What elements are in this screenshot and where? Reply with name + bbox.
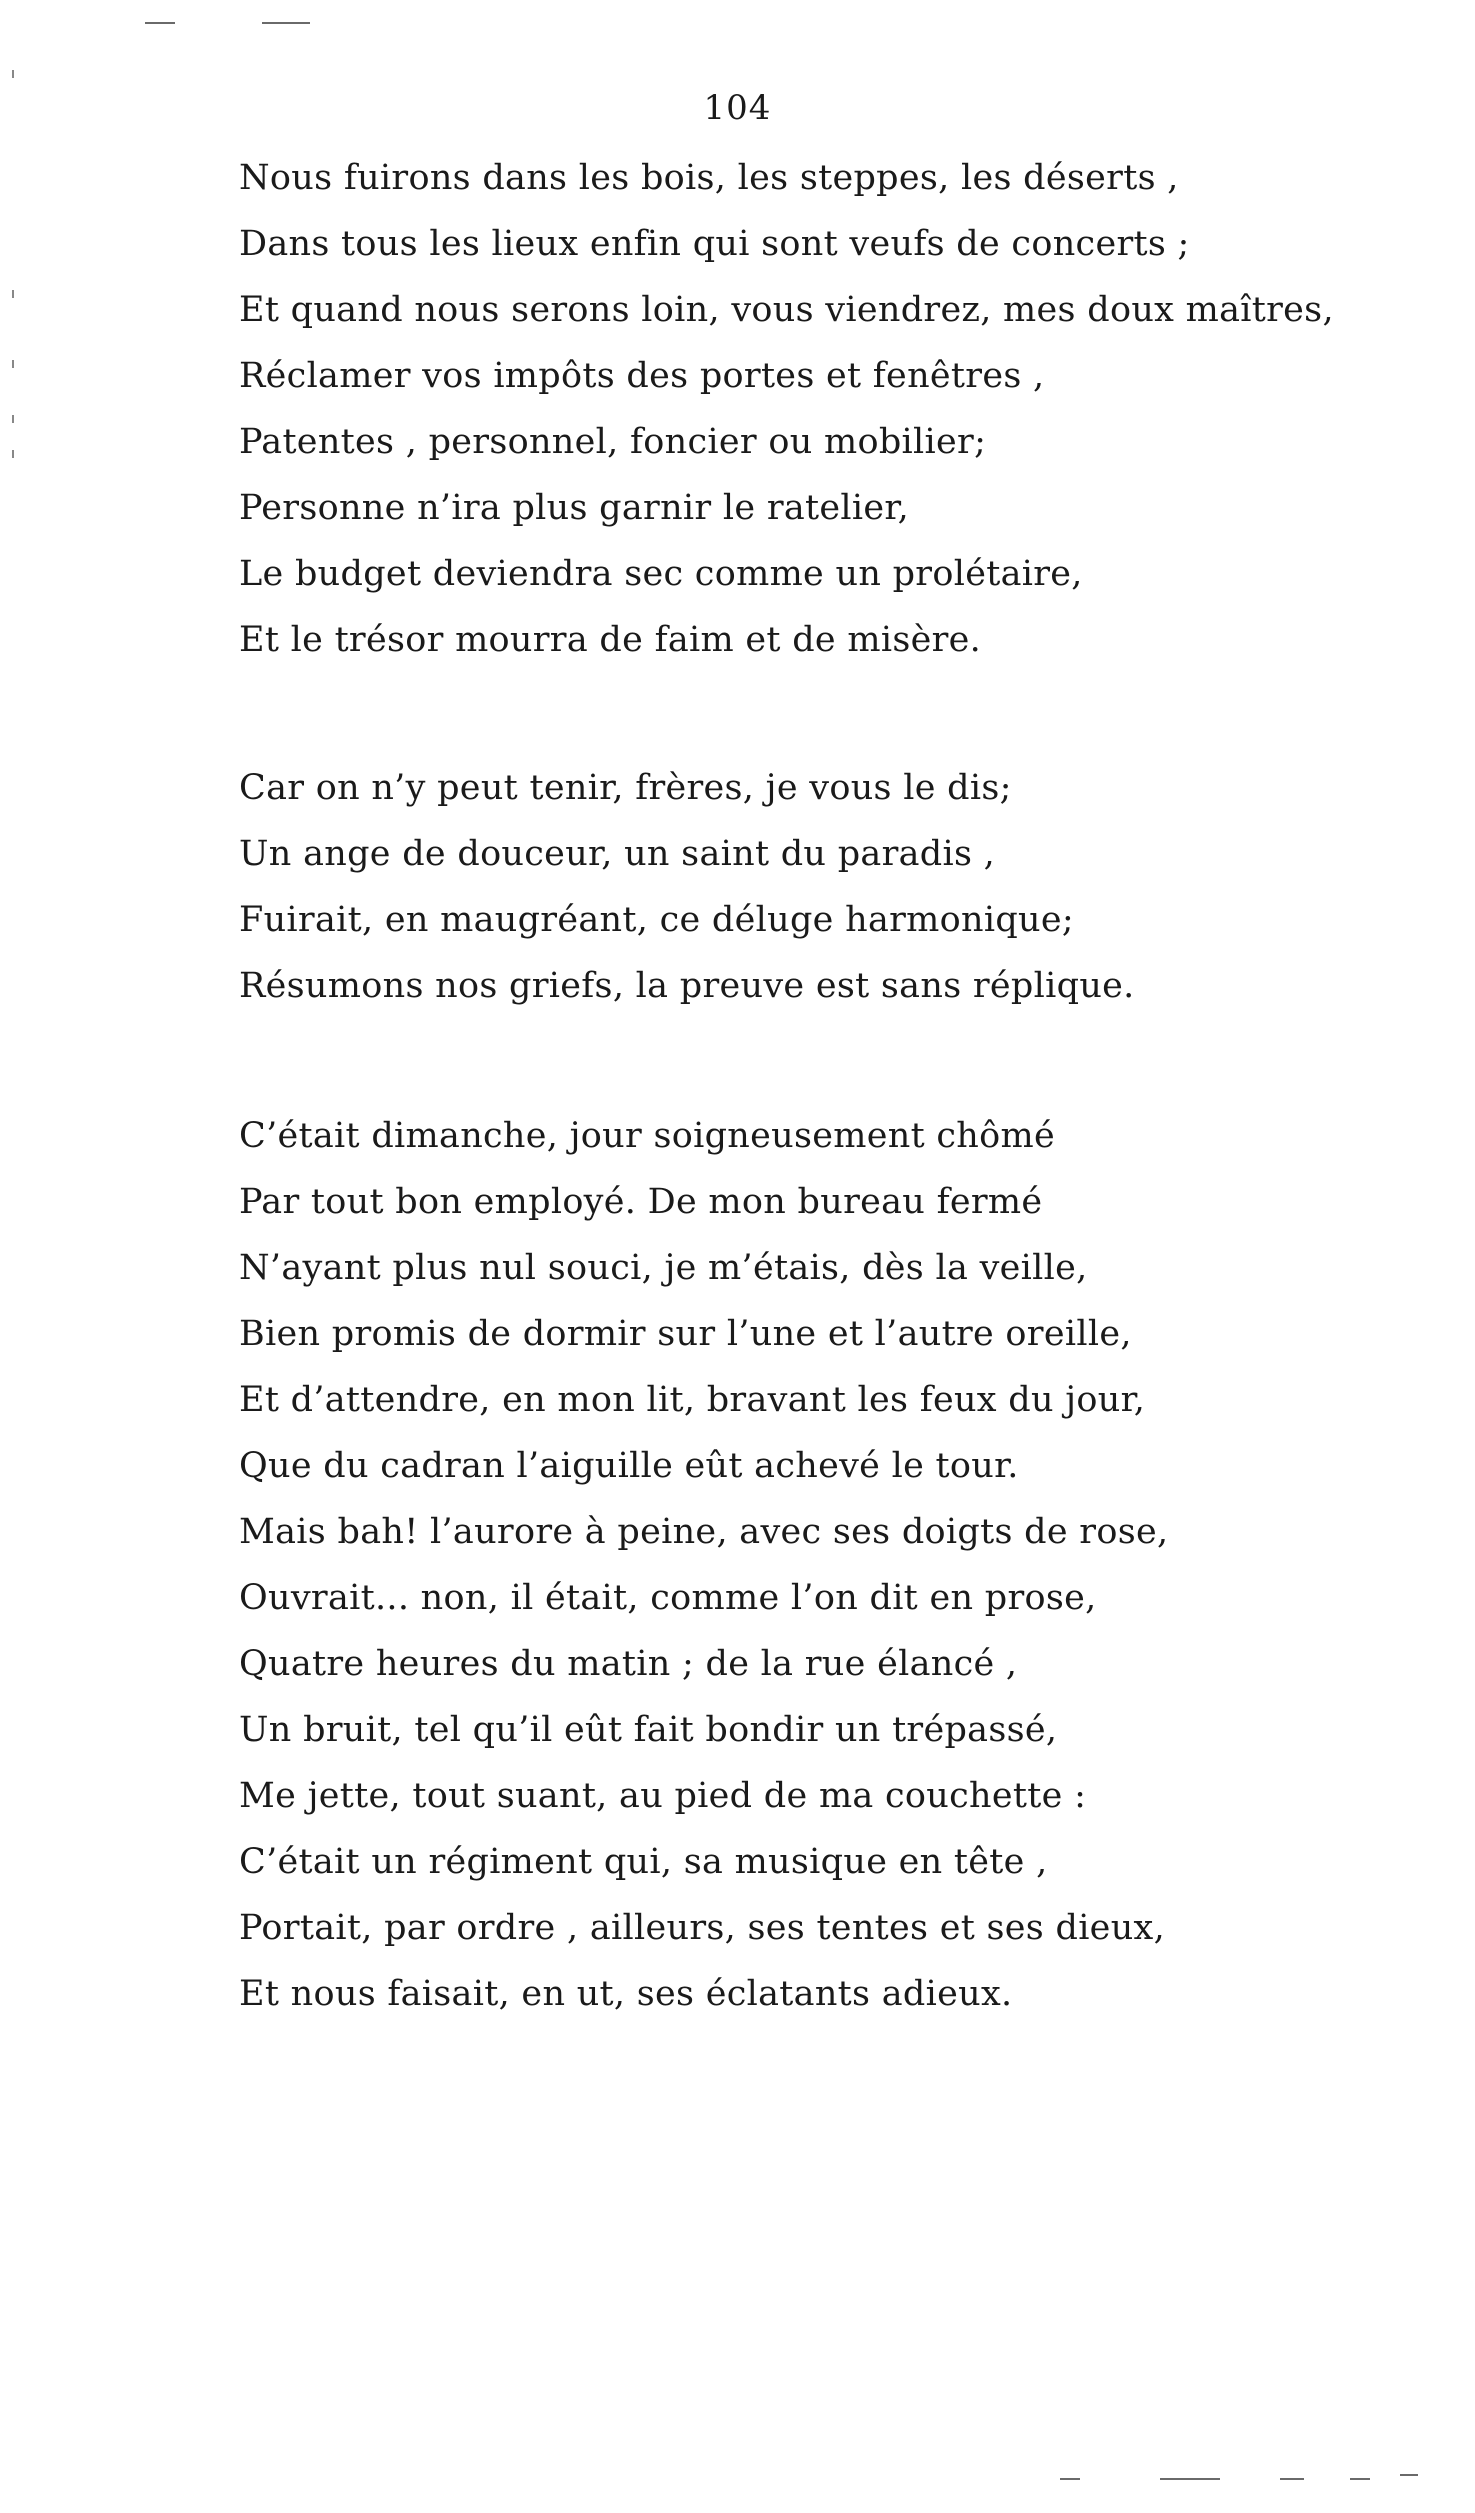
verse-line: Résumons nos griefs, la preuve est sans réplique. <box>239 966 1135 1006</box>
verse-line: Car on n’y peut tenir, frères, je vous le dis; <box>239 768 1012 808</box>
verse-line: Portait, par ordre , ailleurs, ses tentes et ses dieux, <box>239 1908 1166 1948</box>
verse-line: N’ayant plus nul souci, je m’étais, dès la veille, <box>239 1248 1088 1288</box>
scan-tick-left-4 <box>12 415 14 423</box>
scan-tick-left-5 <box>12 450 14 458</box>
verse-line: Par tout bon employé. De mon bureau fermé <box>239 1182 1043 1222</box>
verse-line: Ouvrait... non, il était, comme l’on dit en prose, <box>239 1578 1097 1618</box>
scan-tick-left-3 <box>12 360 14 368</box>
verse-line: C’était un régiment qui, sa musique en tête , <box>239 1842 1048 1882</box>
verse-line: Nous fuirons dans les bois, les steppes, les déserts , <box>239 158 1179 198</box>
verse-line: Et d’attendre, en mon lit, bravant les feux du jour, <box>239 1380 1146 1420</box>
verse-line: Bien promis de dormir sur l’une et l’autre oreille, <box>239 1314 1132 1354</box>
verse-line: Que du cadran l’aiguille eût achevé le tour. <box>239 1446 1019 1486</box>
scan-mark-bottom-3 <box>1280 2478 1304 2480</box>
stanza-2 <box>239 755 1135 1019</box>
scan-mark-bottom-4 <box>1350 2478 1370 2480</box>
page-number: 104 <box>703 88 772 128</box>
verse-line: Et nous faisait, en ut, ses éclatants adieux. <box>239 1974 1013 2014</box>
stanza-1 <box>239 145 1334 673</box>
stanza-3 <box>239 1103 1168 2027</box>
scan-mark-top-2 <box>262 22 310 24</box>
scan-tick-left-2 <box>12 290 14 298</box>
scan-mark-bottom-1 <box>1060 2478 1080 2480</box>
verse-line: Un ange de douceur, un saint du paradis , <box>239 834 996 874</box>
verse-line: Le budget deviendra sec comme un prolétaire, <box>239 554 1083 594</box>
verse-line: Quatre heures du matin ; de la rue élancé , <box>239 1644 1018 1684</box>
verse-line: Un bruit, tel qu’il eût fait bondir un trépassé, <box>239 1710 1058 1750</box>
verse-line: Me jette, tout suant, au pied de ma couchette : <box>239 1776 1087 1816</box>
verse-line: C’était dimanche, jour soigneusement chômé <box>239 1116 1056 1156</box>
verse-line: Personne n’ira plus garnir le ratelier, <box>239 488 910 528</box>
scan-mark-bottom-5 <box>1400 2474 1418 2476</box>
verse-line: Patentes , personnel, foncier ou mobilier; <box>239 422 987 462</box>
verse-line: Et le trésor mourra de faim et de misère. <box>239 620 982 660</box>
verse-line: Mais bah! l’aurore à peine, avec ses doigts de rose, <box>239 1512 1169 1552</box>
scan-tick-left-1 <box>12 70 14 78</box>
scan-mark-bottom-2 <box>1160 2478 1220 2480</box>
verse-line: Et quand nous serons loin, vous viendrez, mes doux maîtres, <box>239 290 1334 330</box>
verse-line: Réclamer vos impôts des portes et fenêtres , <box>239 356 1045 396</box>
scan-mark-top-1 <box>145 22 175 24</box>
verse-line: Dans tous les lieux enfin qui sont veufs de concerts ; <box>239 224 1190 264</box>
verse-line: Fuirait, en maugréant, ce déluge harmonique; <box>239 900 1074 940</box>
